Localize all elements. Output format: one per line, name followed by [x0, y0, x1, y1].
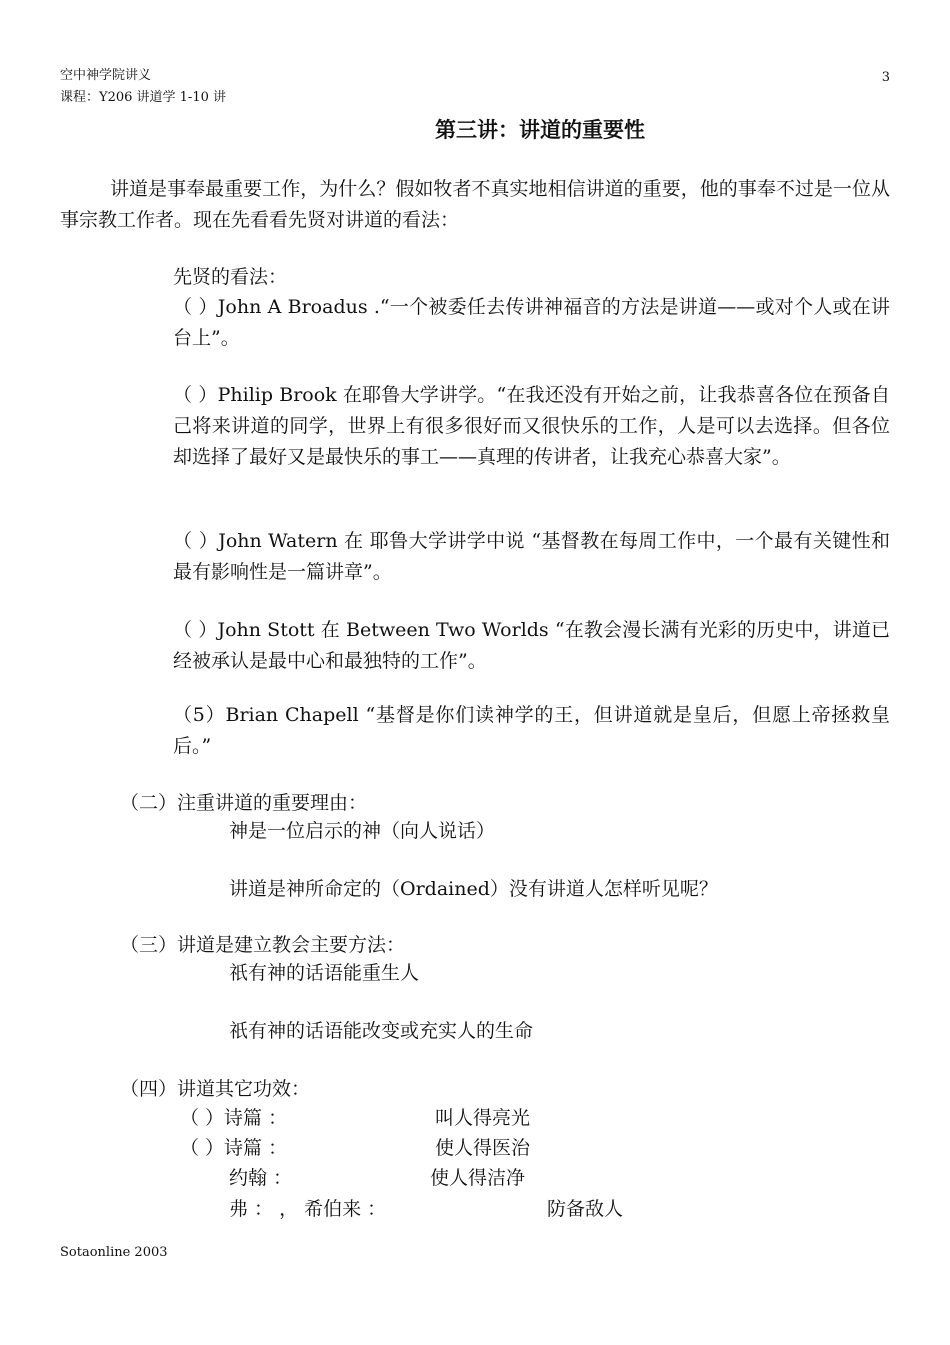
effect-row-left: （ ）诗篇 ：: [180, 1137, 288, 1159]
footer: Sotaonline 2003: [60, 1245, 168, 1260]
page-title: 第三讲：讲道的重要性: [435, 118, 645, 142]
views-heading: 先贤的看法：: [173, 266, 288, 288]
effect-row-right: 叫人得亮光: [435, 1107, 531, 1129]
view-brook: （ ）Philip Brook 在耶鲁大学讲学。“在我还没有开始之前，让我恭喜各位在预备自己将来讲道的同学，世界上有很多很好而又很快乐的工作，人是可以去选择。但各位却选择了最好又是最快乐的事工——真理的传讲者，让我充心恭喜大家”。: [173, 384, 890, 468]
effect-row-right: 使人得医治: [435, 1137, 531, 1159]
effect-row-right: 使人得洁净: [430, 1167, 526, 1189]
section4-heading: （四）讲道其它功效：: [120, 1078, 311, 1100]
section2-item: 神是一位启示的神（向人说话）: [229, 820, 496, 842]
header-course: 课程：Y206 讲道学 1-10 讲: [60, 90, 226, 105]
intro-paragraph: 讲道是事奉最重要工作，为什么？假如牧者不真实地相信讲道的重要，他的事奉不过是一位从事宗教工作者。现在先看看先贤对讲道的看法：: [60, 178, 890, 231]
section3-item: 祇有神的话语能重生人: [229, 962, 420, 984]
effect-row-left: 约翰 ：: [229, 1167, 293, 1189]
header-school: 空中神学院讲义: [60, 68, 152, 83]
section3-heading: （三）讲道是建立教会主要方法：: [120, 934, 406, 956]
view-watern: （ ）John Watern 在 耶鲁大学讲学中说 “基督教在每周工作中，一个最有关键性和最有影响性是一篇讲章”。: [173, 530, 890, 583]
view-chapell: （5）Brian Chapell “基督是你们读神学的王，但讲道就是皇后，但愿上帝拯救皇后。”: [173, 704, 890, 757]
view-stott: （ ）John Stott 在 Between Two Worlds “在教会漫长满有光彩的历史中，讲道已经被承认是最中心和最独特的工作”。: [173, 619, 890, 672]
section2-item: 讲道是神所命定的（Ordained）没有讲道人怎样听见呢？: [229, 878, 718, 900]
section2-heading: （二）注重讲道的重要理由：: [120, 792, 368, 814]
page-number: 3: [881, 70, 890, 85]
effect-row-left: 弗 ： ， 希伯来 ：: [229, 1198, 387, 1220]
view-broadus: （ ）John A Broadus .“一个被委任去传讲神福音的方法是讲道——或对个人或在讲台上”。: [173, 296, 890, 349]
section3-item: 祇有神的话语能改变或充实人的生命: [229, 1020, 534, 1042]
effect-row-left: （ ）诗篇 ：: [180, 1107, 288, 1129]
effect-row-right: 防备敌人: [547, 1198, 624, 1220]
